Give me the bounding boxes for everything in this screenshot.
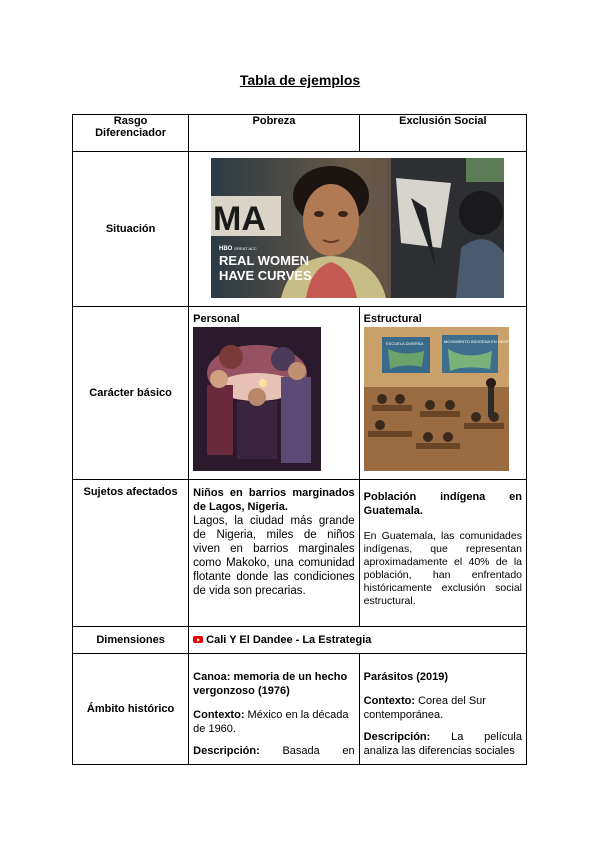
real-women-have-curves-image xyxy=(211,158,504,298)
ambito-exclusion-cell xyxy=(359,654,526,765)
dinner-scene-image xyxy=(193,327,321,471)
table-row-sujetos xyxy=(73,480,527,627)
table-row-situacion xyxy=(73,152,527,307)
board-text-left: ESCUELA DIVERSA xyxy=(385,341,423,346)
canoa-contexto: Contexto: México en la década de 1960. xyxy=(193,709,349,735)
header-pobreza: Pobreza xyxy=(189,115,360,152)
canoa-title: Canoa: memoria de un hecho vergonzoso (1976) xyxy=(193,671,348,697)
indigenous-classroom-image xyxy=(364,327,523,471)
parasitos-contexto: Contexto: Corea del Sur contemporánea. xyxy=(363,695,486,721)
mural-text: MA xyxy=(213,200,266,238)
youtube-link[interactable] xyxy=(193,634,371,646)
hbo-logo: HBO GREAT ACC xyxy=(219,246,257,252)
row-label-caracter: Carácter básico xyxy=(73,307,189,480)
page-title: Tabla de ejemplos xyxy=(239,72,361,88)
poster-title-line1: REAL WOMEN xyxy=(219,253,310,268)
row-label-dimensiones: Dimensiones xyxy=(73,627,189,654)
youtube-link-text: Cali Y El Dandee - La Estrategia xyxy=(206,634,372,646)
table-row-dimensiones xyxy=(73,627,527,654)
row-label-ambito: Ámbito histórico xyxy=(73,654,189,765)
lagos-text: Lagos, la ciudad más grande de Nigeria, miles de niños viven en barrios marginales como Makoko, una comunidad flotante donde las condiciones de vida son precarias. xyxy=(193,515,355,597)
examples-table xyxy=(72,114,527,765)
canoa-descripcion: Descripción: Basada en xyxy=(193,745,355,757)
row-label-situacion: Situación xyxy=(73,152,189,307)
sujetos-pobreza-cell xyxy=(189,480,360,627)
sujetos-label: Sujetos afectados xyxy=(83,486,178,498)
situacion-cell xyxy=(189,152,527,307)
caracter-exclusion-cell xyxy=(359,307,526,480)
table-row-caracter xyxy=(73,307,527,480)
row-label-sujetos xyxy=(73,480,189,627)
dimensiones-cell xyxy=(189,627,527,654)
parasitos-title: Parásitos (2019) xyxy=(363,671,449,683)
header-rasgo: Rasgo Diferenciador xyxy=(73,115,189,152)
ambito-pobreza-cell xyxy=(189,654,360,765)
youtube-icon xyxy=(193,636,203,643)
sujetos-exclusion-cell xyxy=(359,480,526,627)
header-exclusion: Exclusión Social xyxy=(359,115,526,152)
estructural-label: Estructural xyxy=(363,313,422,325)
lagos-heading: Niños en barrios marginados de Lagos, Nigeria. xyxy=(193,487,355,513)
table-row-ambito xyxy=(73,654,527,765)
caracter-pobreza-cell xyxy=(189,307,360,480)
personal-label: Personal xyxy=(193,313,240,325)
table-header-row xyxy=(73,115,527,152)
guatemala-text: En Guatemala, las comunidades indígenas, que representan aproximadamente el 40% de la población, han enfrentado históricamente exclusión social estructural. xyxy=(363,530,522,607)
board-text-right: MOVIMIENTO INDIGENA EN DESPERADO xyxy=(443,339,523,344)
guatemala-heading: Población indígena en Guatemala. xyxy=(363,491,522,517)
parasitos-descripcion: Descripción: La película analiza las diferencias sociales xyxy=(363,731,522,757)
poster-title-line2: HAVE CURVES xyxy=(219,268,312,283)
